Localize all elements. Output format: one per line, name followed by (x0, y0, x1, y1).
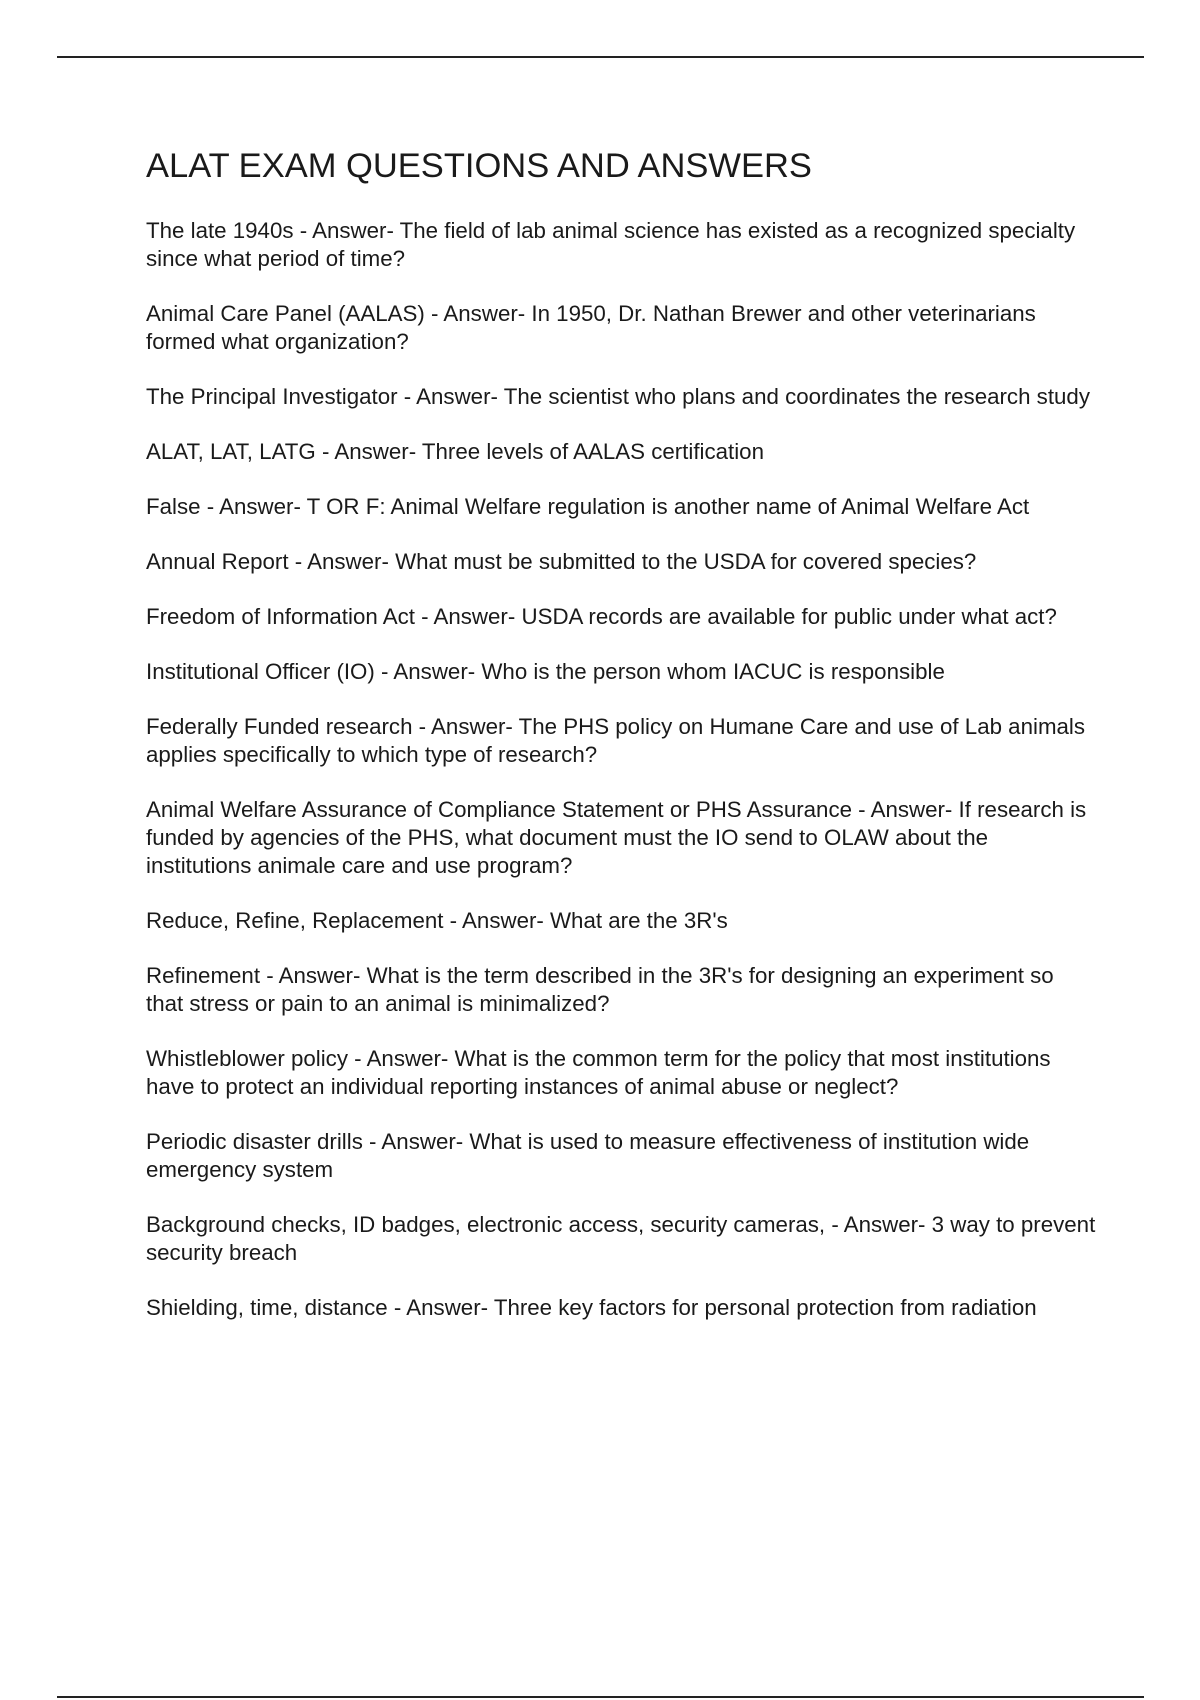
qa-item: Shielding, time, distance - Answer- Three key factors for personal protection from radiation (146, 1295, 1037, 1320)
qa-item: Background checks, ID badges, electronic access, security cameras, - Answer- 3 way to prevent security breach (146, 1212, 1096, 1265)
qa-item: The late 1940s - Answer- The field of lab animal science has existed as a recognized specialty since what period of time? (146, 218, 1076, 271)
qa-item: The Principal Investigator - Answer- The scientist who plans and coordinates the research study (146, 384, 1090, 409)
qa-item: Freedom of Information Act - Answer- USDA records are available for public under what act? (146, 604, 1057, 629)
header-rule (57, 56, 1144, 58)
qa-item: Animal Welfare Assurance of Compliance Statement or PHS Assurance - Answer- If research is funded by agencies of the PHS, what document must the IO send to OLAW about the institutions animale care and use program? (146, 797, 1087, 878)
qa-item: Periodic disaster drills - Answer- What is used to measure effectiveness of institution wide emergency system (146, 1129, 1030, 1182)
document-body (146, 142, 1096, 1349)
footer-rule (57, 1696, 1144, 1698)
qa-item: Federally Funded research - Answer- The PHS policy on Humane Care and use of Lab animals applies specifically to which type of research? (146, 714, 1086, 767)
qa-item: Whistleblower policy - Answer- What is the common term for the policy that most institutions have to protect an individual reporting instances of animal abuse or neglect? (146, 1046, 1051, 1099)
qa-item: False - Answer- T OR F: Animal Welfare regulation is another name of Animal Welfare Act (146, 494, 1030, 519)
document-title: ALAT EXAM QUESTIONS AND ANSWERS (146, 147, 812, 185)
qa-item: Institutional Officer (IO) - Answer- Who is the person whom IACUC is responsible (146, 659, 945, 684)
qa-item: Annual Report - Answer- What must be submitted to the USDA for covered species? (146, 549, 977, 574)
qa-item: Animal Care Panel (AALAS) - Answer- In 1950, Dr. Nathan Brewer and other veterinarians formed what organization? (146, 301, 1036, 354)
qa-list (146, 217, 1096, 1322)
qa-item: ALAT, LAT, LATG - Answer- Three levels of AALAS certification (146, 439, 764, 464)
qa-item: Reduce, Refine, Replacement - Answer- What are the 3R's (146, 908, 728, 933)
qa-item: Refinement - Answer- What is the term described in the 3R's for designing an experiment so that stress or pain to an animal is minimalized? (146, 963, 1054, 1016)
